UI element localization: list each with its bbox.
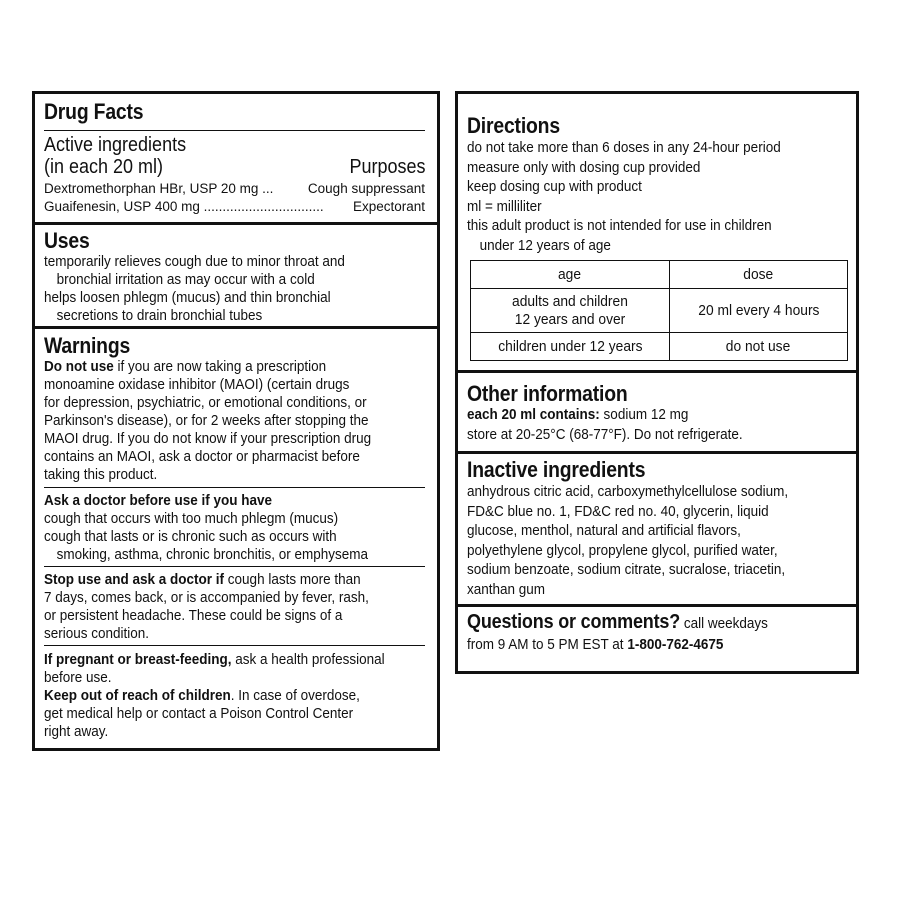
- directions-line: keep dosing cup with product: [467, 178, 642, 195]
- stop-use-line: 7 days, comes back, or is accompanied by fever, rash,: [44, 589, 369, 606]
- pregnant-label: If pregnant or breast-feeding,: [44, 651, 232, 668]
- ingredient-name: Guaifenesin, USP 400 mg: [44, 199, 200, 214]
- ask-doctor-line: cough that occurs with too much phlegm (mucus): [44, 510, 339, 527]
- leader-dots: ...: [262, 181, 274, 196]
- do-not-use-line: MAOI drug. If you do not know if your prescription drug: [44, 430, 372, 447]
- inactive-line: xanthan gum: [467, 580, 546, 598]
- ask-doctor-heading: [44, 492, 387, 510]
- keep-out-line: get medical help or contact a Poison Control Center: [44, 705, 354, 722]
- dosage-table: [470, 260, 848, 361]
- uses-section: [44, 229, 425, 325]
- purposes-label: Purposes: [348, 156, 425, 178]
- active-ingredients-subheading: (in each 20 ml): [44, 156, 164, 178]
- inactive-ingredients-section: [467, 458, 844, 599]
- phone-number: 1-800-762-4675: [627, 636, 724, 653]
- active-ingredient-row: [44, 180, 425, 198]
- section-divider: [458, 370, 856, 373]
- drug-facts-left-panel: [32, 91, 440, 751]
- other-information-section: [467, 382, 844, 444]
- stop-use-text: cough lasts more than: [224, 571, 361, 588]
- do-not-use-line: monoamine oxidase inhibitor (MAOI) (certain drugs: [44, 376, 350, 393]
- do-not-use-label: Do not use: [44, 358, 114, 375]
- contains-label: each 20 ml contains:: [467, 406, 600, 423]
- inactive-line: sodium benzoate, sodium citrate, sucralose, triacetin,: [467, 561, 786, 578]
- directions-line: ml = milliliter: [467, 197, 542, 215]
- age-cell: children under 12 years: [471, 333, 670, 361]
- uses-line: helps loosen phlegm (mucus) and thin bronchial: [44, 289, 331, 306]
- section-divider: [458, 451, 856, 454]
- leader-dots: ................................: [203, 199, 324, 214]
- ingredient-purpose: Expectorant: [352, 199, 425, 214]
- stop-use-section: [44, 571, 425, 643]
- directions-section: [467, 114, 844, 255]
- drug-facts-section: [44, 100, 425, 124]
- questions-text: call weekdays: [680, 615, 768, 632]
- title-divider: [44, 130, 425, 131]
- keep-out-label: Keep out of reach of children: [44, 687, 231, 704]
- directions-line: do not take more than 6 doses in any 24-hour period: [467, 139, 781, 156]
- stop-use-line: or persistent headache. These could be signs of a: [44, 607, 343, 624]
- do-not-use-line: Parkinson's disease), or for 2 weeks after stopping the: [44, 412, 369, 429]
- other-information-heading: Other information: [467, 381, 628, 406]
- warnings-section: [44, 334, 425, 484]
- uses-line: bronchial irritation as may occur with a cold: [56, 271, 315, 288]
- ask-doctor-line: smoking, asthma, chronic bronchitis, or emphysema: [56, 546, 368, 563]
- do-not-use-line: for depression, psychiatric, or emotional conditions, or: [44, 394, 367, 411]
- age-header: age: [471, 261, 670, 289]
- ask-doctor-section: [44, 492, 425, 564]
- questions-heading: Questions or comments?: [467, 611, 681, 633]
- keep-out-line: right away.: [44, 723, 109, 740]
- directions-heading: Directions: [467, 113, 560, 138]
- age-cell: adults and children 12 years and over: [471, 289, 670, 333]
- dose-header: dose: [670, 261, 848, 289]
- directions-line: measure only with dosing cup provided: [467, 158, 701, 176]
- questions-line: [467, 636, 806, 654]
- inactive-ingredients-heading: Inactive ingredients: [467, 457, 646, 482]
- keep-out-text: . In case of overdose,: [230, 687, 360, 704]
- do-not-use-line: [44, 358, 387, 376]
- do-not-use-line: taking this product.: [44, 466, 158, 483]
- section-divider: [35, 222, 437, 225]
- dose-cell: do not use: [670, 333, 848, 361]
- ask-doctor-line: cough that lasts or is chronic such as occurs with: [44, 528, 337, 545]
- directions-line: this adult product is not intended for use in children: [467, 217, 772, 234]
- inactive-line: polyethylene glycol, propylene glycol, purified water,: [467, 541, 778, 559]
- warnings-heading: Warnings: [44, 333, 131, 358]
- active-ingredient-row: [44, 198, 425, 216]
- pregnant-text: ask a health professional: [231, 651, 385, 668]
- ask-doctor-label: Ask a doctor before use if you have: [44, 492, 273, 509]
- inactive-line: glucose, menthol, natural and artificial flavors,: [467, 522, 741, 539]
- active-ingredients-section: [44, 134, 425, 216]
- do-not-use-text: if you are now taking a prescription: [113, 358, 327, 375]
- section-divider: [458, 604, 856, 607]
- drug-facts-title: Drug Facts: [44, 99, 144, 124]
- dosage-table-header: [471, 261, 848, 289]
- section-divider: [35, 326, 437, 329]
- questions-section: [467, 610, 844, 654]
- questions-hours: from 9 AM to 5 PM EST at: [467, 636, 628, 653]
- warning-divider: [44, 566, 425, 567]
- questions-line: [467, 610, 806, 636]
- ingredient-purpose: Cough suppressant: [307, 181, 425, 196]
- warning-divider: [44, 645, 425, 646]
- uses-heading: Uses: [44, 228, 90, 253]
- directions-line: under 12 years of age: [479, 236, 611, 254]
- stop-use-line: serious condition.: [44, 625, 150, 642]
- pregnant-line: [44, 651, 387, 669]
- inactive-line: anhydrous citric acid, carboxymethylcellulose sodium,: [467, 483, 789, 500]
- inactive-line: FD&C blue no. 1, FD&C red no. 40, glycerin, liquid: [467, 502, 769, 520]
- stop-use-line: [44, 571, 387, 589]
- dosage-table-row: [471, 333, 848, 361]
- keep-out-line: [44, 687, 387, 705]
- pregnant-section: [44, 651, 425, 741]
- drug-facts-right-panel: [455, 91, 859, 674]
- warning-divider: [44, 487, 425, 488]
- active-ingredients-heading: Active ingredients: [44, 134, 187, 156]
- dosage-table-row: [471, 289, 848, 333]
- other-info-line: [467, 406, 806, 424]
- dose-cell: 20 ml every 4 hours: [670, 289, 848, 333]
- pregnant-line: before use.: [44, 669, 112, 686]
- do-not-use-line: contains an MAOI, ask a doctor or pharmacist before: [44, 448, 360, 465]
- ingredient-name: Dextromethorphan HBr, USP 20 mg: [44, 181, 259, 196]
- contains-text: sodium 12 mg: [599, 406, 689, 423]
- stop-use-label: Stop use and ask a doctor if: [44, 571, 225, 588]
- uses-line: temporarily relieves cough due to minor throat and: [44, 253, 345, 270]
- other-info-line: store at 20-25°C (68-77°F). Do not refrigerate.: [467, 426, 743, 443]
- uses-line: secretions to drain bronchial tubes: [56, 307, 263, 324]
